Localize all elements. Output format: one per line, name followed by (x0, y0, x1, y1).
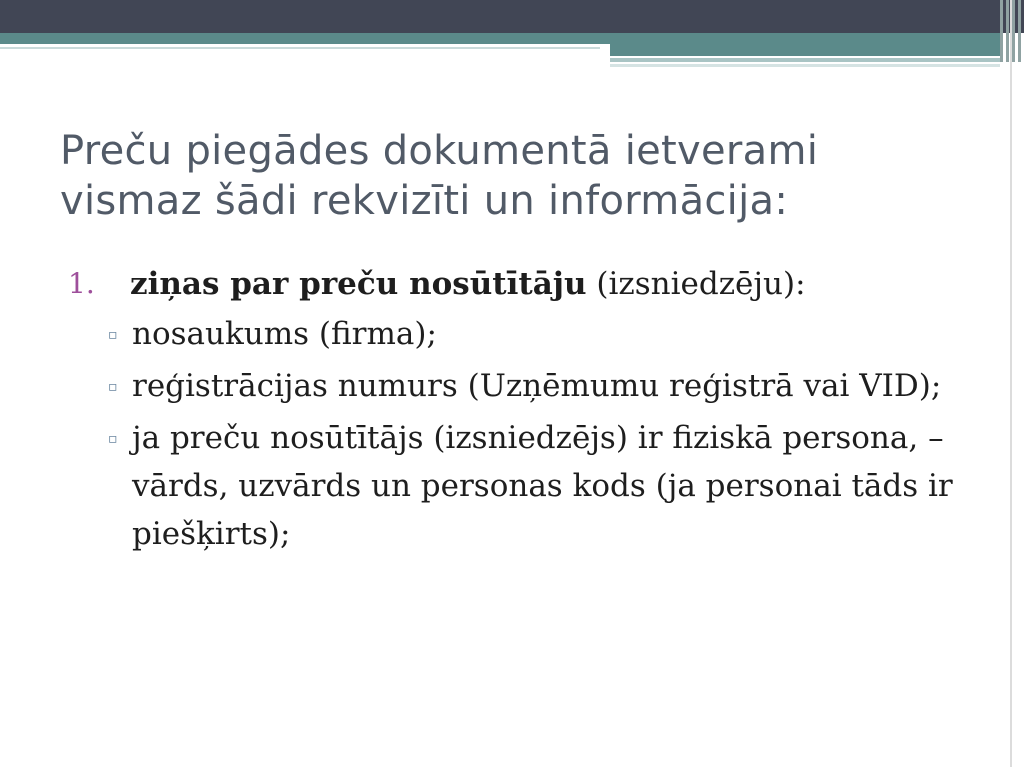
header-stripe (1018, 0, 1021, 62)
header-stripe (1012, 0, 1015, 62)
sub-list-item (68, 414, 968, 558)
header-band-dark (0, 0, 1024, 33)
sub-list-item-text: reģistrācijas numurs (Uzņēmumu reģistrā vai VID); (132, 368, 942, 404)
slide-title-line-2: vismaz šādi rekvizīti un informācija: (60, 178, 789, 224)
square-bullet-icon: ▫ (108, 327, 118, 343)
list-number-marker: 1. (68, 267, 95, 300)
header-band-light-right (610, 58, 1000, 62)
slide-body (68, 262, 968, 562)
header-band-line (0, 47, 600, 49)
sub-bullet-list (68, 310, 968, 558)
sub-list-item-text: ja preču nosūtītājs (izsniedzējs) ir fiziskā persona, – vārds, uzvārds un personas kods (ja personai tāds ir piešķirts); (132, 420, 953, 552)
sub-list-item-text: nosaukums (firma); (132, 316, 437, 352)
header-stripe (1000, 0, 1003, 62)
slide-title (60, 126, 960, 226)
header-band-teal-right (610, 44, 1000, 56)
square-bullet-icon: ▫ (108, 431, 118, 447)
header-band-teal (0, 33, 1000, 44)
right-vertical-rule (1010, 0, 1012, 767)
header-band-light-right-2 (610, 64, 1000, 67)
square-bullet-icon: ▫ (108, 379, 118, 395)
numbered-item-rest-text: (izsniedzēju): (586, 266, 806, 302)
numbered-list-item-1 (68, 262, 968, 306)
sub-list-item (68, 362, 968, 410)
header-stripe (1006, 0, 1009, 62)
sub-list-item (68, 310, 968, 358)
slide-title-line-1: Preču piegādes dokumentā ietverami (60, 128, 819, 174)
numbered-item-bold-text: ziņas par preču nosūtītāju (130, 266, 587, 302)
